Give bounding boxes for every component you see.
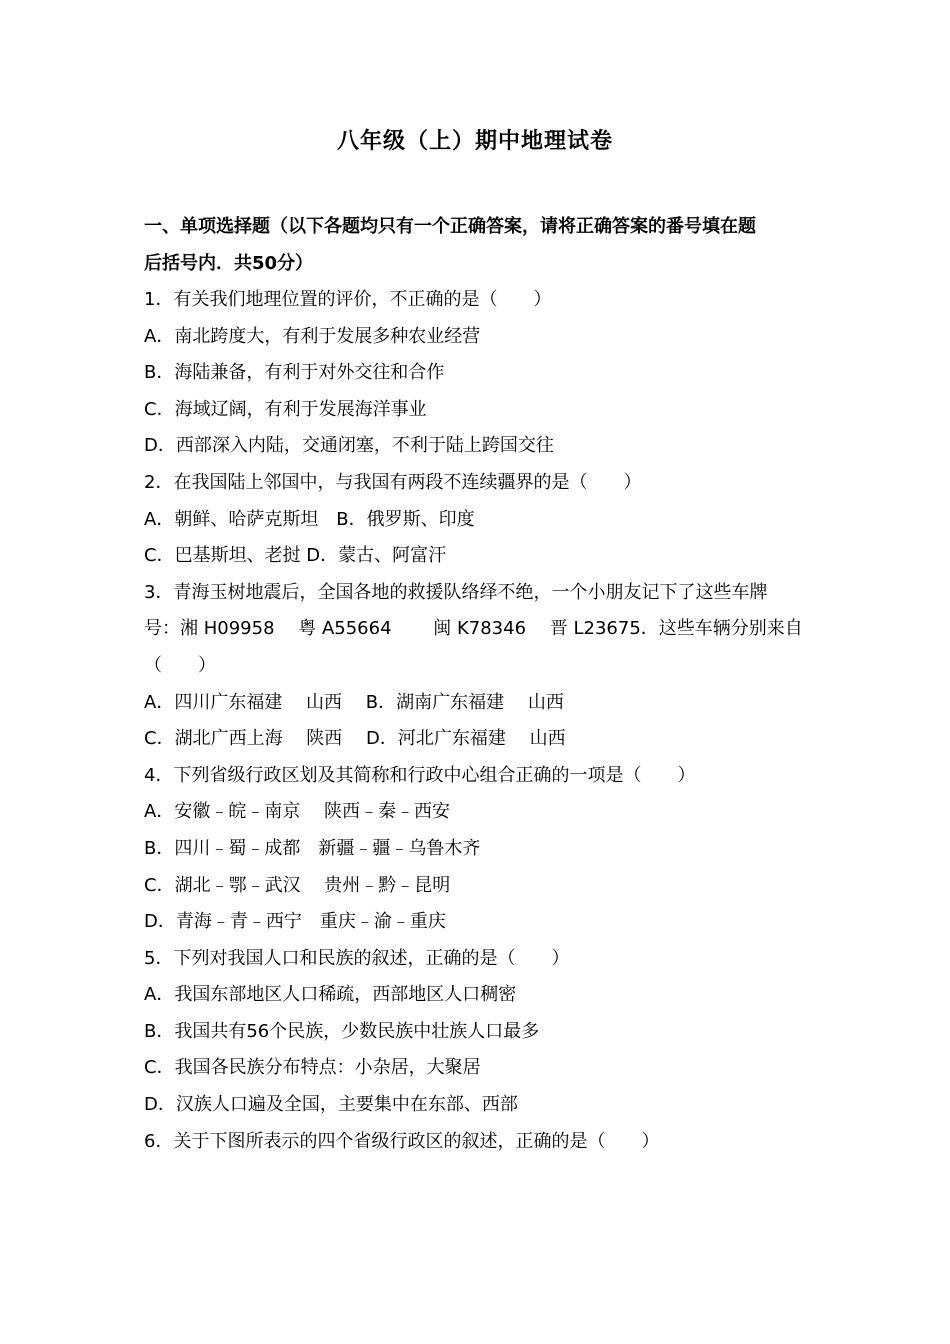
q1-option-c: C．海域辽阔，有利于发展海洋事业 bbox=[144, 398, 427, 420]
q1-option-b: B．海陆兼备，有利于对外交往和合作 bbox=[144, 362, 445, 384]
q2-options-cd: C．巴基斯坦、老挝 D．蒙古、阿富汗 bbox=[144, 545, 447, 567]
q4-option-a: A．安徽﹣皖﹣南京 陕西﹣秦﹣西安 bbox=[144, 801, 451, 823]
q4-option-d: D．青海﹣青﹣西宁 重庆﹣渝﹣重庆 bbox=[144, 911, 446, 933]
q5-option-c: C．我国各民族分布特点：小杂居，大聚居 bbox=[144, 1057, 481, 1079]
section-heading-line-2: 后括号内．共50分） bbox=[144, 253, 314, 274]
page-title: 八年级（上）期中地理试卷 bbox=[336, 129, 613, 154]
q4-option-b: B．四川﹣蜀﹣成都 新疆﹣疆﹣乌鲁木齐 bbox=[144, 837, 481, 859]
q3-options-cd: C．湖北广西上海 陕西 D．河北广东福建 山西 bbox=[144, 728, 566, 750]
question-2: 2．在我国陆上邻国中，与我国有两段不连续疆界的是（ ） bbox=[144, 471, 642, 493]
exam-content bbox=[144, 208, 814, 1160]
q5-option-b: B．我国共有56个民族，少数民族中壮族人口最多 bbox=[144, 1020, 540, 1042]
question-5: 5．下列对我国人口和民族的叙述，正确的是（ ） bbox=[144, 947, 570, 969]
q1-option-d: D．西部深入内陆，交通闭塞，不利于陆上跨国交往 bbox=[144, 435, 554, 457]
q5-option-a: A．我国东部地区人口稀疏，西部地区人口稠密 bbox=[144, 984, 517, 1006]
question-3-line-3: （ ） bbox=[144, 654, 216, 676]
question-1: 1．有关我们地理位置的评价，不正确的是（ ） bbox=[144, 289, 552, 310]
q4-option-c: C．湖北﹣鄂﹣武汉 贵州﹣黔﹣昆明 bbox=[144, 874, 451, 896]
question-6: 6．关于下图所表示的四个省级行政区的叙述，正确的是（ ） bbox=[144, 1130, 660, 1152]
question-3-line-1: 3．青海玉树地震后，全国各地的救援队络绎不绝，一个小朋友记下了这些车牌 bbox=[144, 581, 768, 603]
q1-option-a: A．南北跨度大，有利于发展多种农业经营 bbox=[144, 325, 481, 347]
question-4: 4．下列省级行政区划及其简称和行政中心组合正确的一项是（ ） bbox=[144, 764, 696, 786]
section-heading-line-1: 一、单项选择题（以下各题均只有一个正确答案，请将正确答案的番号填在题 bbox=[144, 216, 756, 237]
question-3-line-2: 号：湘 H09958 粤 A55664 闽 K78346 晋 L23675．这些车辆分别来自 bbox=[144, 618, 803, 640]
q3-options-ab: A．四川广东福建 山西 B．湖南广东福建 山西 bbox=[144, 691, 564, 713]
q2-options-ab: A．朝鲜、哈萨克斯坦 B．俄罗斯、印度 bbox=[144, 508, 475, 530]
q5-option-d: D．汉族人口遍及全国，主要集中在东部、西部 bbox=[144, 1094, 518, 1116]
